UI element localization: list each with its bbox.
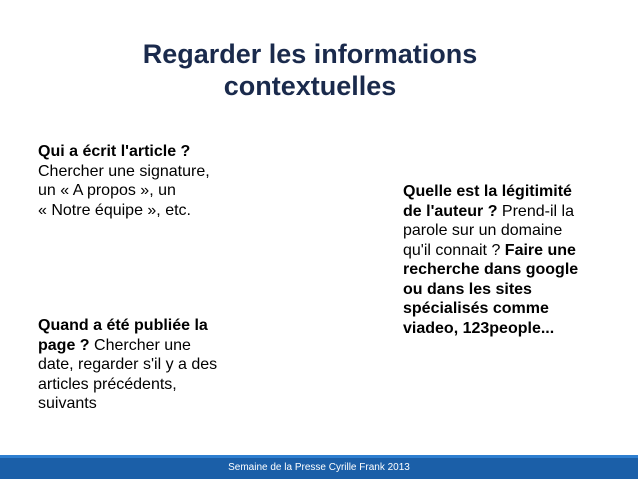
legitimacy-action-1: Faire une [504,241,576,259]
when-published-question-2: page ? [38,336,90,354]
legitimacy-line-2: Prend-il la [497,202,574,220]
legitimacy-line-4: qu'il connait ? [403,241,505,259]
slide-title [60,38,560,102]
who-wrote-line-3: « Notre équipe », etc. [38,201,191,219]
who-wrote-block [38,142,268,220]
legitimacy-question-2: de l'auteur ? [403,202,498,220]
legitimacy-action-4: spécialisés comme [403,300,549,317]
author-legitimacy-block [403,182,613,338]
footer-bar [0,455,638,479]
when-published-question-1: Quand a été publiée la [38,317,208,334]
title-line-2: contextuelles [223,71,397,101]
who-wrote-line-2: un « A propos », un [38,182,176,199]
legitimacy-line-3: parole sur un domaine [403,222,563,239]
when-published-line-5: suivants [38,395,97,412]
footer-text: Semaine de la Presse Cyrille Frank 2013 [228,462,410,473]
when-published-line-2: Chercher une [89,336,191,354]
legitimacy-action-2: recherche dans google [403,261,579,278]
footer-accent-line [0,455,638,458]
who-wrote-line-1: Chercher une signature, [38,162,210,180]
legitimacy-action-5: viadeo, 123people... [403,319,555,337]
who-wrote-question: Qui a écrit l'article ? [38,143,191,160]
legitimacy-question-1: Quelle est la légitimité [403,183,572,200]
when-published-line-3: date, regarder s'il y a des [38,356,218,373]
when-published-line-4: articles précédents, [38,375,177,393]
when-published-block [38,316,268,414]
legitimacy-action-3: ou dans les sites [403,280,532,298]
title-line-1: Regarder les informations [142,39,478,69]
